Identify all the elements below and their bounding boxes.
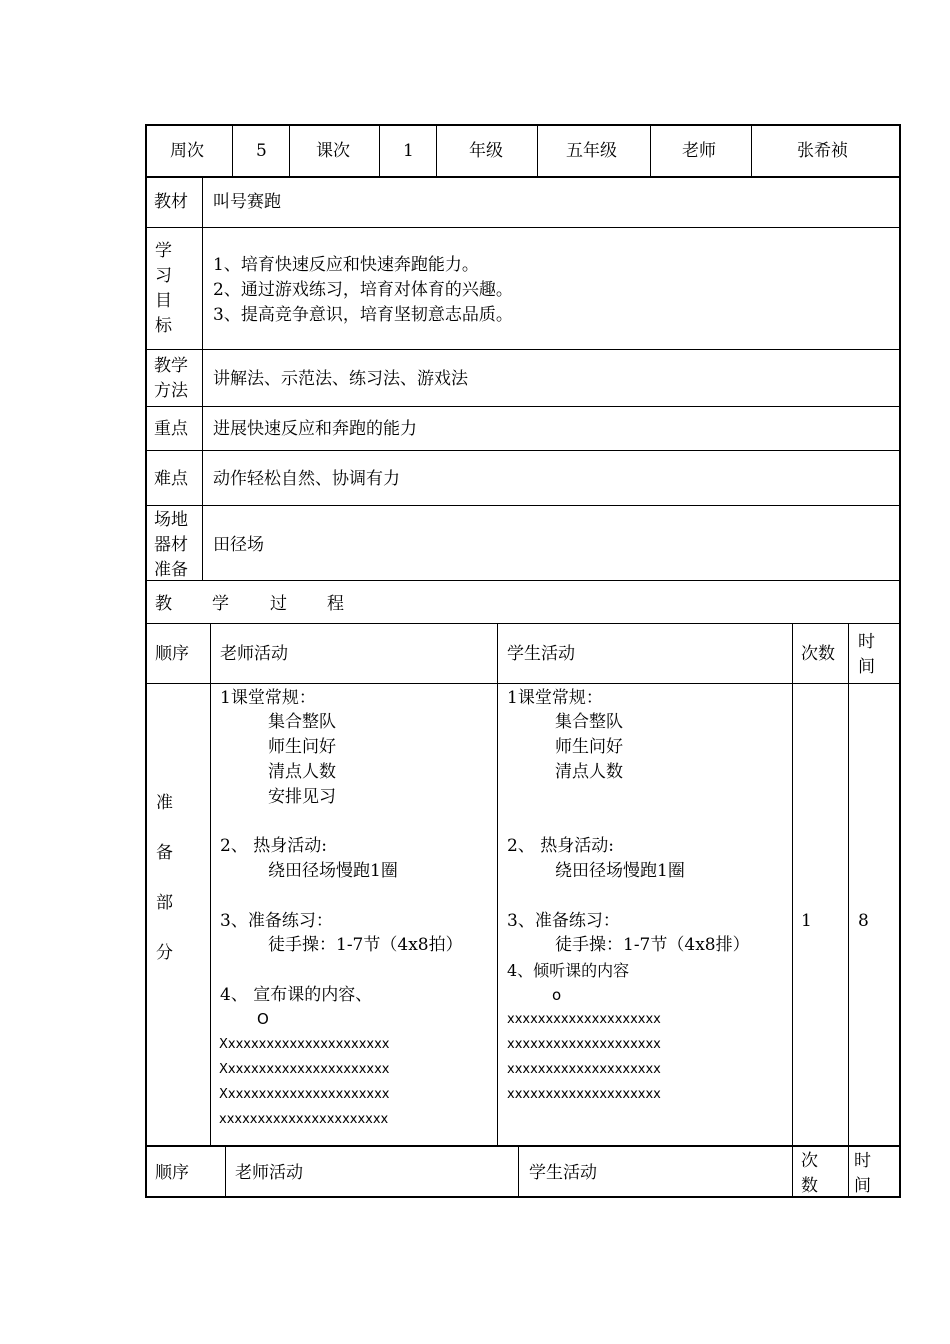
- teacher-routine-item: 师生问好: [268, 737, 336, 757]
- rule: [225, 1146, 226, 1197]
- rule: [289, 125, 290, 177]
- teacher-value: 张希祯: [797, 141, 848, 161]
- grade-value: 五年级: [566, 141, 617, 161]
- rule: [145, 227, 901, 228]
- teacher-label: 老师: [682, 141, 716, 161]
- teacher-warmup: 2、 热身活动:: [220, 836, 327, 856]
- col-time-1: 时: [858, 632, 875, 652]
- student-marker: o: [552, 986, 562, 1004]
- teacher-formation-row: Xxxxxxxxxxxxxxxxxxxxxx: [219, 1062, 390, 1077]
- process-title-char: 学: [212, 594, 229, 614]
- rule: [145, 580, 901, 581]
- col-student: 学生活动: [507, 644, 575, 664]
- col-teacher: 老师活动: [220, 644, 288, 664]
- teacher-practice-item: 徒手操：1-7节（4x8拍）: [268, 935, 463, 955]
- rule: [232, 125, 233, 177]
- prep-label: 分: [156, 943, 173, 963]
- process-title-char: 过: [270, 594, 287, 614]
- objective-item: 2、通过游戏练习，培育对体育的兴趣。: [213, 280, 513, 300]
- teacher-formation-row: Xxxxxxxxxxxxxxxxxxxxxx: [219, 1037, 390, 1052]
- next-col-time-1: 时: [854, 1151, 871, 1171]
- prep-label: 备: [156, 843, 173, 863]
- rule: [210, 623, 211, 1146]
- student-routine: 1课堂常规：: [507, 688, 603, 708]
- teacher-routine: 1课堂常规：: [220, 688, 316, 708]
- rule: [145, 349, 901, 350]
- rule: [792, 623, 793, 1146]
- prep-label: 部: [156, 893, 173, 913]
- objectives-label-2: 习: [155, 266, 172, 286]
- student-routine-item: 清点人数: [555, 762, 623, 782]
- venue-label-2: 器材: [154, 535, 188, 555]
- rule: [537, 125, 538, 177]
- week-value: 5: [256, 141, 267, 161]
- prep-count: 1: [801, 911, 812, 931]
- objectives-label-1: 学: [155, 241, 172, 261]
- lesson-label: 课次: [316, 141, 350, 161]
- rule: [751, 125, 752, 177]
- rule: [145, 176, 901, 178]
- next-col-order: 顺序: [155, 1163, 189, 1183]
- teacher-warmup-item: 绕田径场慢跑1圈: [268, 861, 398, 881]
- rule-top: [145, 124, 901, 126]
- rule: [497, 623, 498, 1146]
- rule: [202, 177, 203, 581]
- venue-value: 田径场: [213, 535, 264, 555]
- student-practice: 3、准备练习：: [507, 911, 620, 931]
- student-formation-row: xxxxxxxxxxxxxxxxxxxx: [507, 1062, 661, 1077]
- teacher-marker: O: [257, 1010, 269, 1028]
- rule: [145, 505, 901, 506]
- student-routine-item: 师生问好: [555, 737, 623, 757]
- method-value: 讲解法、示范法、练习法、游戏法: [213, 369, 468, 389]
- teacher-routine-item: 集合整队: [268, 712, 336, 732]
- teacher-routine-item: 清点人数: [268, 762, 336, 782]
- process-title-char: 教: [155, 594, 172, 614]
- student-warmup: 2、 热身活动:: [507, 836, 614, 856]
- teacher-practice: 3、准备练习：: [220, 911, 333, 931]
- rule: [436, 125, 437, 177]
- table-border-right: [899, 125, 901, 1198]
- objectives-label-3: 目: [155, 291, 172, 311]
- objectives-label-4: 标: [155, 316, 172, 336]
- rule: [518, 1146, 519, 1197]
- student-formation-row: xxxxxxxxxxxxxxxxxxxx: [507, 1037, 661, 1052]
- difficulty-value: 动作轻松自然、协调有力: [213, 469, 400, 489]
- rule: [379, 125, 380, 177]
- week-label: 周次: [170, 141, 204, 161]
- next-col-teacher: 老师活动: [235, 1163, 303, 1183]
- grade-label: 年级: [469, 141, 503, 161]
- rule: [848, 1146, 849, 1197]
- student-routine-item: 集合整队: [555, 712, 623, 732]
- student-practice-item: 徒手操：1-7节（4x8排）: [555, 935, 750, 955]
- lesson-value: 1: [403, 141, 414, 161]
- method-label-1: 教学: [154, 356, 188, 376]
- prep-time: 8: [858, 911, 869, 931]
- objective-item: 1、培育快速反应和快速奔跑能力。: [213, 255, 479, 275]
- next-col-count-1: 次: [801, 1151, 818, 1171]
- col-count: 次数: [801, 644, 835, 664]
- rule: [145, 683, 901, 684]
- rule: [145, 623, 901, 624]
- rule-bottom: [145, 1196, 901, 1198]
- process-title-char: 程: [327, 594, 344, 614]
- next-col-time-2: 间: [854, 1176, 871, 1196]
- venue-label-1: 场地: [154, 510, 188, 530]
- objective-item: 3、提高竞争意识，培育坚韧意志品质。: [213, 305, 513, 325]
- rule: [145, 1145, 901, 1147]
- key-point-value: 进展快速反应和奔跑的能力: [213, 419, 417, 439]
- rule: [848, 623, 849, 1146]
- teacher-formation-row: Xxxxxxxxxxxxxxxxxxxxxx: [219, 1087, 390, 1102]
- venue-label-3: 准备: [154, 560, 188, 580]
- material-label: 教材: [154, 192, 188, 212]
- rule: [792, 1146, 793, 1197]
- rule: [145, 450, 901, 451]
- col-order: 顺序: [155, 644, 189, 664]
- student-warmup-item: 绕田径场慢跑1圈: [555, 861, 685, 881]
- student-listen: 4、倾听课的内容: [507, 961, 630, 980]
- teacher-routine-item: 安排见习: [268, 787, 336, 807]
- next-col-count-2: 数: [801, 1176, 818, 1196]
- col-time-2: 间: [858, 657, 875, 677]
- table-border-left: [145, 125, 147, 1198]
- material-value: 叫号赛跑: [213, 192, 281, 212]
- prep-label: 准: [156, 793, 173, 813]
- student-formation-row: xxxxxxxxxxxxxxxxxxxx: [507, 1087, 661, 1102]
- student-formation-row: xxxxxxxxxxxxxxxxxxxx: [507, 1012, 661, 1027]
- rule: [650, 125, 651, 177]
- teacher-announce: 4、 宣布课的内容、: [220, 985, 373, 1005]
- next-col-student: 学生活动: [529, 1163, 597, 1183]
- rule: [145, 406, 901, 407]
- teacher-formation-row: xxxxxxxxxxxxxxxxxxxxxx: [219, 1112, 389, 1127]
- difficulty-label: 难点: [154, 469, 188, 489]
- key-point-label: 重点: [154, 419, 188, 439]
- method-label-2: 方法: [154, 381, 188, 401]
